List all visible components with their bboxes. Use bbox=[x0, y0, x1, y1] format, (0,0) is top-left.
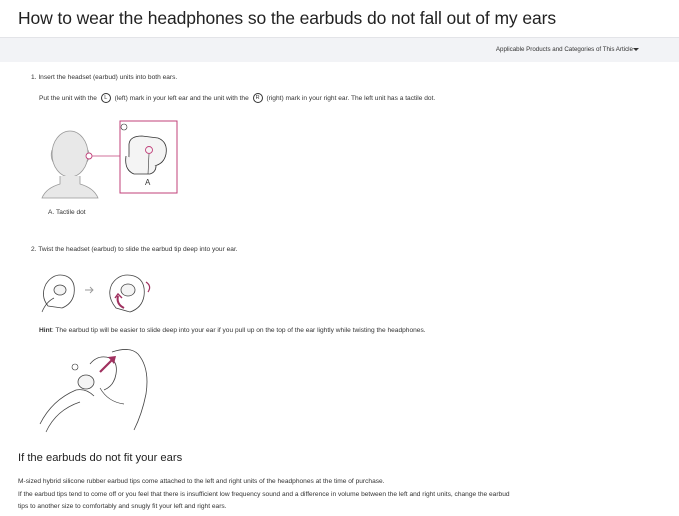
page-title: How to wear the headphones so the earbuds do not fall out of my ears bbox=[18, 8, 556, 28]
step1-text: 1. Insert the headset (earbud) units into both ears. bbox=[31, 74, 178, 81]
step1-caption: A. Tactile dot bbox=[48, 209, 86, 216]
fit-line-1: M-sized hybrid silicone rubber earbud tips come attached to the left and right units of the headphones at the time of purchase. bbox=[18, 478, 385, 485]
applicable-products-toggle[interactable]: Applicable Products and Categories of This Article bbox=[495, 46, 633, 53]
callout-letter: A bbox=[145, 178, 151, 187]
step1-sub-mid: (left) mark in your left ear and the unit with the bbox=[114, 94, 249, 102]
step1-subtext bbox=[39, 93, 435, 103]
caret-down-icon[interactable] bbox=[633, 48, 639, 51]
hint-body: : The earbud tip will be easier to slide deep into your ear if you pull up on the top of the ear lightly while twisting the headphones. bbox=[51, 327, 426, 334]
hint-label: Hint bbox=[39, 327, 52, 334]
right-mark-icon: R bbox=[253, 93, 263, 103]
step1-sub-pre: Put the unit with the bbox=[39, 94, 97, 102]
hint-text bbox=[39, 327, 426, 334]
twist-illustration bbox=[38, 268, 163, 316]
fit-line-3: tips to another size to comfortably and snugly fit your left and right ears. bbox=[18, 503, 227, 510]
section-heading-fit: If the earbuds do not fit your ears bbox=[18, 452, 183, 464]
left-mark-icon: L bbox=[101, 93, 111, 103]
head-illustration bbox=[38, 118, 183, 200]
pull-ear-illustration bbox=[38, 344, 154, 434]
step1-sub-post: (right) mark in your right ear. The left unit has a tactile dot. bbox=[266, 94, 436, 102]
step2-text: 2. Twist the headset (earbud) to slide the earbud tip deep into your ear. bbox=[31, 246, 238, 253]
applicable-products-bar bbox=[0, 37, 679, 62]
fit-line-2: If the earbud tips tend to come off or you feel that there is insufficient low frequency sound and a difference in volume between the left and right units, change the earbud bbox=[18, 491, 510, 498]
